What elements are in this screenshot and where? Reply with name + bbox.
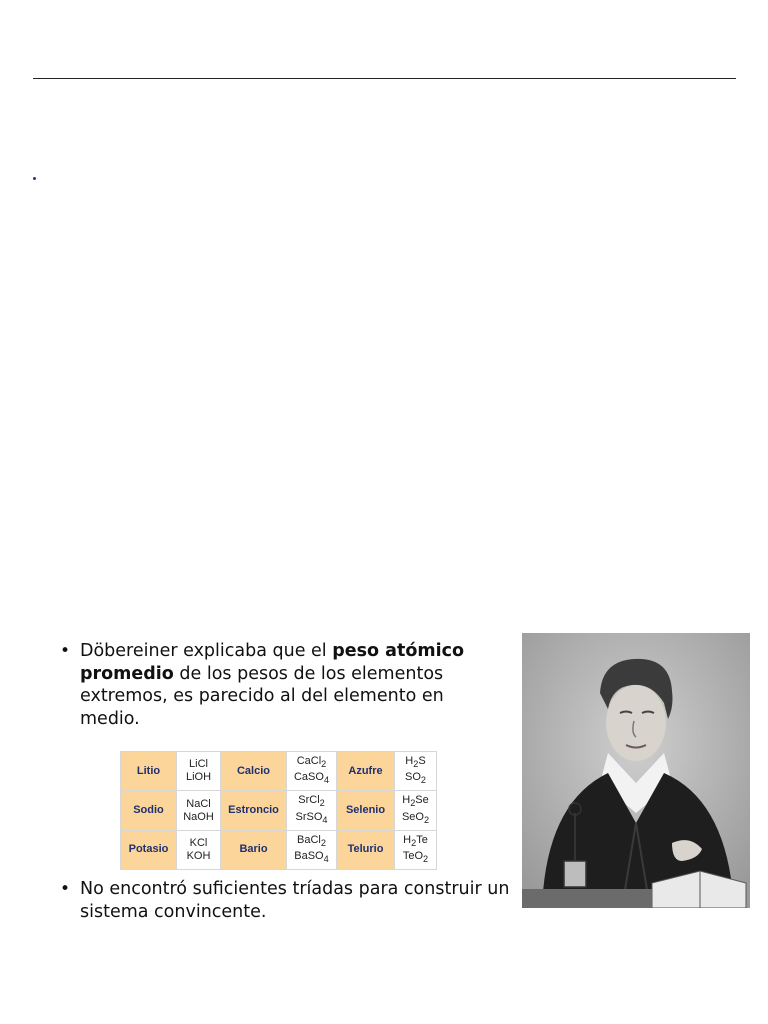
compound-cell <box>177 791 221 830</box>
compound-cell <box>177 830 221 869</box>
compound: SeO$_2$ <box>401 810 430 825</box>
triads-table <box>120 751 437 870</box>
element-cell: Selenio <box>337 791 395 830</box>
slide-content <box>58 640 510 922</box>
element-cell: Sodio <box>121 791 177 830</box>
compound: $H_2Se$ <box>402 794 429 809</box>
bullet-dobereiner <box>58 640 498 730</box>
compound: LiCl <box>189 758 208 771</box>
compound-cell <box>395 791 437 830</box>
compound: TeO$_2$ <box>402 849 429 865</box>
compound-cell <box>287 791 337 830</box>
compound-cell <box>287 830 337 869</box>
element-cell: Calcio <box>221 752 287 791</box>
compound: NaCl <box>186 797 211 810</box>
element-cell: Estroncio <box>221 791 287 830</box>
table-row <box>121 791 437 830</box>
compound: $H_2Te$ <box>403 833 428 848</box>
element-cell: Litio <box>121 752 177 791</box>
compound: BaCl$_2$ <box>297 833 326 848</box>
dobereiner-portrait-image <box>522 633 750 908</box>
bullet-text-1a: Döbereiner explicaba que el <box>80 641 333 661</box>
compound: CaSO$_4$ <box>293 771 330 786</box>
bullet-dot-marker <box>33 177 36 180</box>
compound: KOH <box>186 849 211 862</box>
bullet-icon: • <box>60 641 71 661</box>
compound: $H_2S$ <box>405 755 426 770</box>
bullet-triads-conclusion <box>58 878 520 923</box>
compound: CaCl$_2$ <box>296 755 327 770</box>
bullet-text-2: No encontró suficientes tríadas para construir un sistema convincente. <box>80 879 510 922</box>
compound-cell <box>177 752 221 791</box>
compound: $SO_2$ <box>405 771 426 786</box>
table-row <box>121 752 437 791</box>
bullet-icon: • <box>60 879 71 899</box>
compound-cell <box>395 830 437 869</box>
bullet-text-1b: de los pesos de los elementos extremos, es parecido al del elemento en medio. <box>80 663 444 729</box>
element-cell: Potasio <box>121 830 177 869</box>
compound: SrCl$_2$ <box>298 794 325 809</box>
compound: NaOH <box>183 810 214 823</box>
element-cell: Telurio <box>337 830 395 869</box>
compound: LiOH <box>185 771 212 784</box>
table-row <box>121 830 437 869</box>
element-cell: Bario <box>221 830 287 869</box>
compound: SrSO$_4$ <box>295 810 328 825</box>
compound-cell <box>395 752 437 791</box>
bullet-text-bold: peso atómico promedio <box>80 641 464 684</box>
element-cell: Azufre <box>337 752 395 791</box>
header-rule <box>33 78 736 79</box>
compound: BaSO$_4$ <box>294 849 329 865</box>
compound-cell <box>287 752 337 791</box>
compound: KCl <box>189 836 208 849</box>
